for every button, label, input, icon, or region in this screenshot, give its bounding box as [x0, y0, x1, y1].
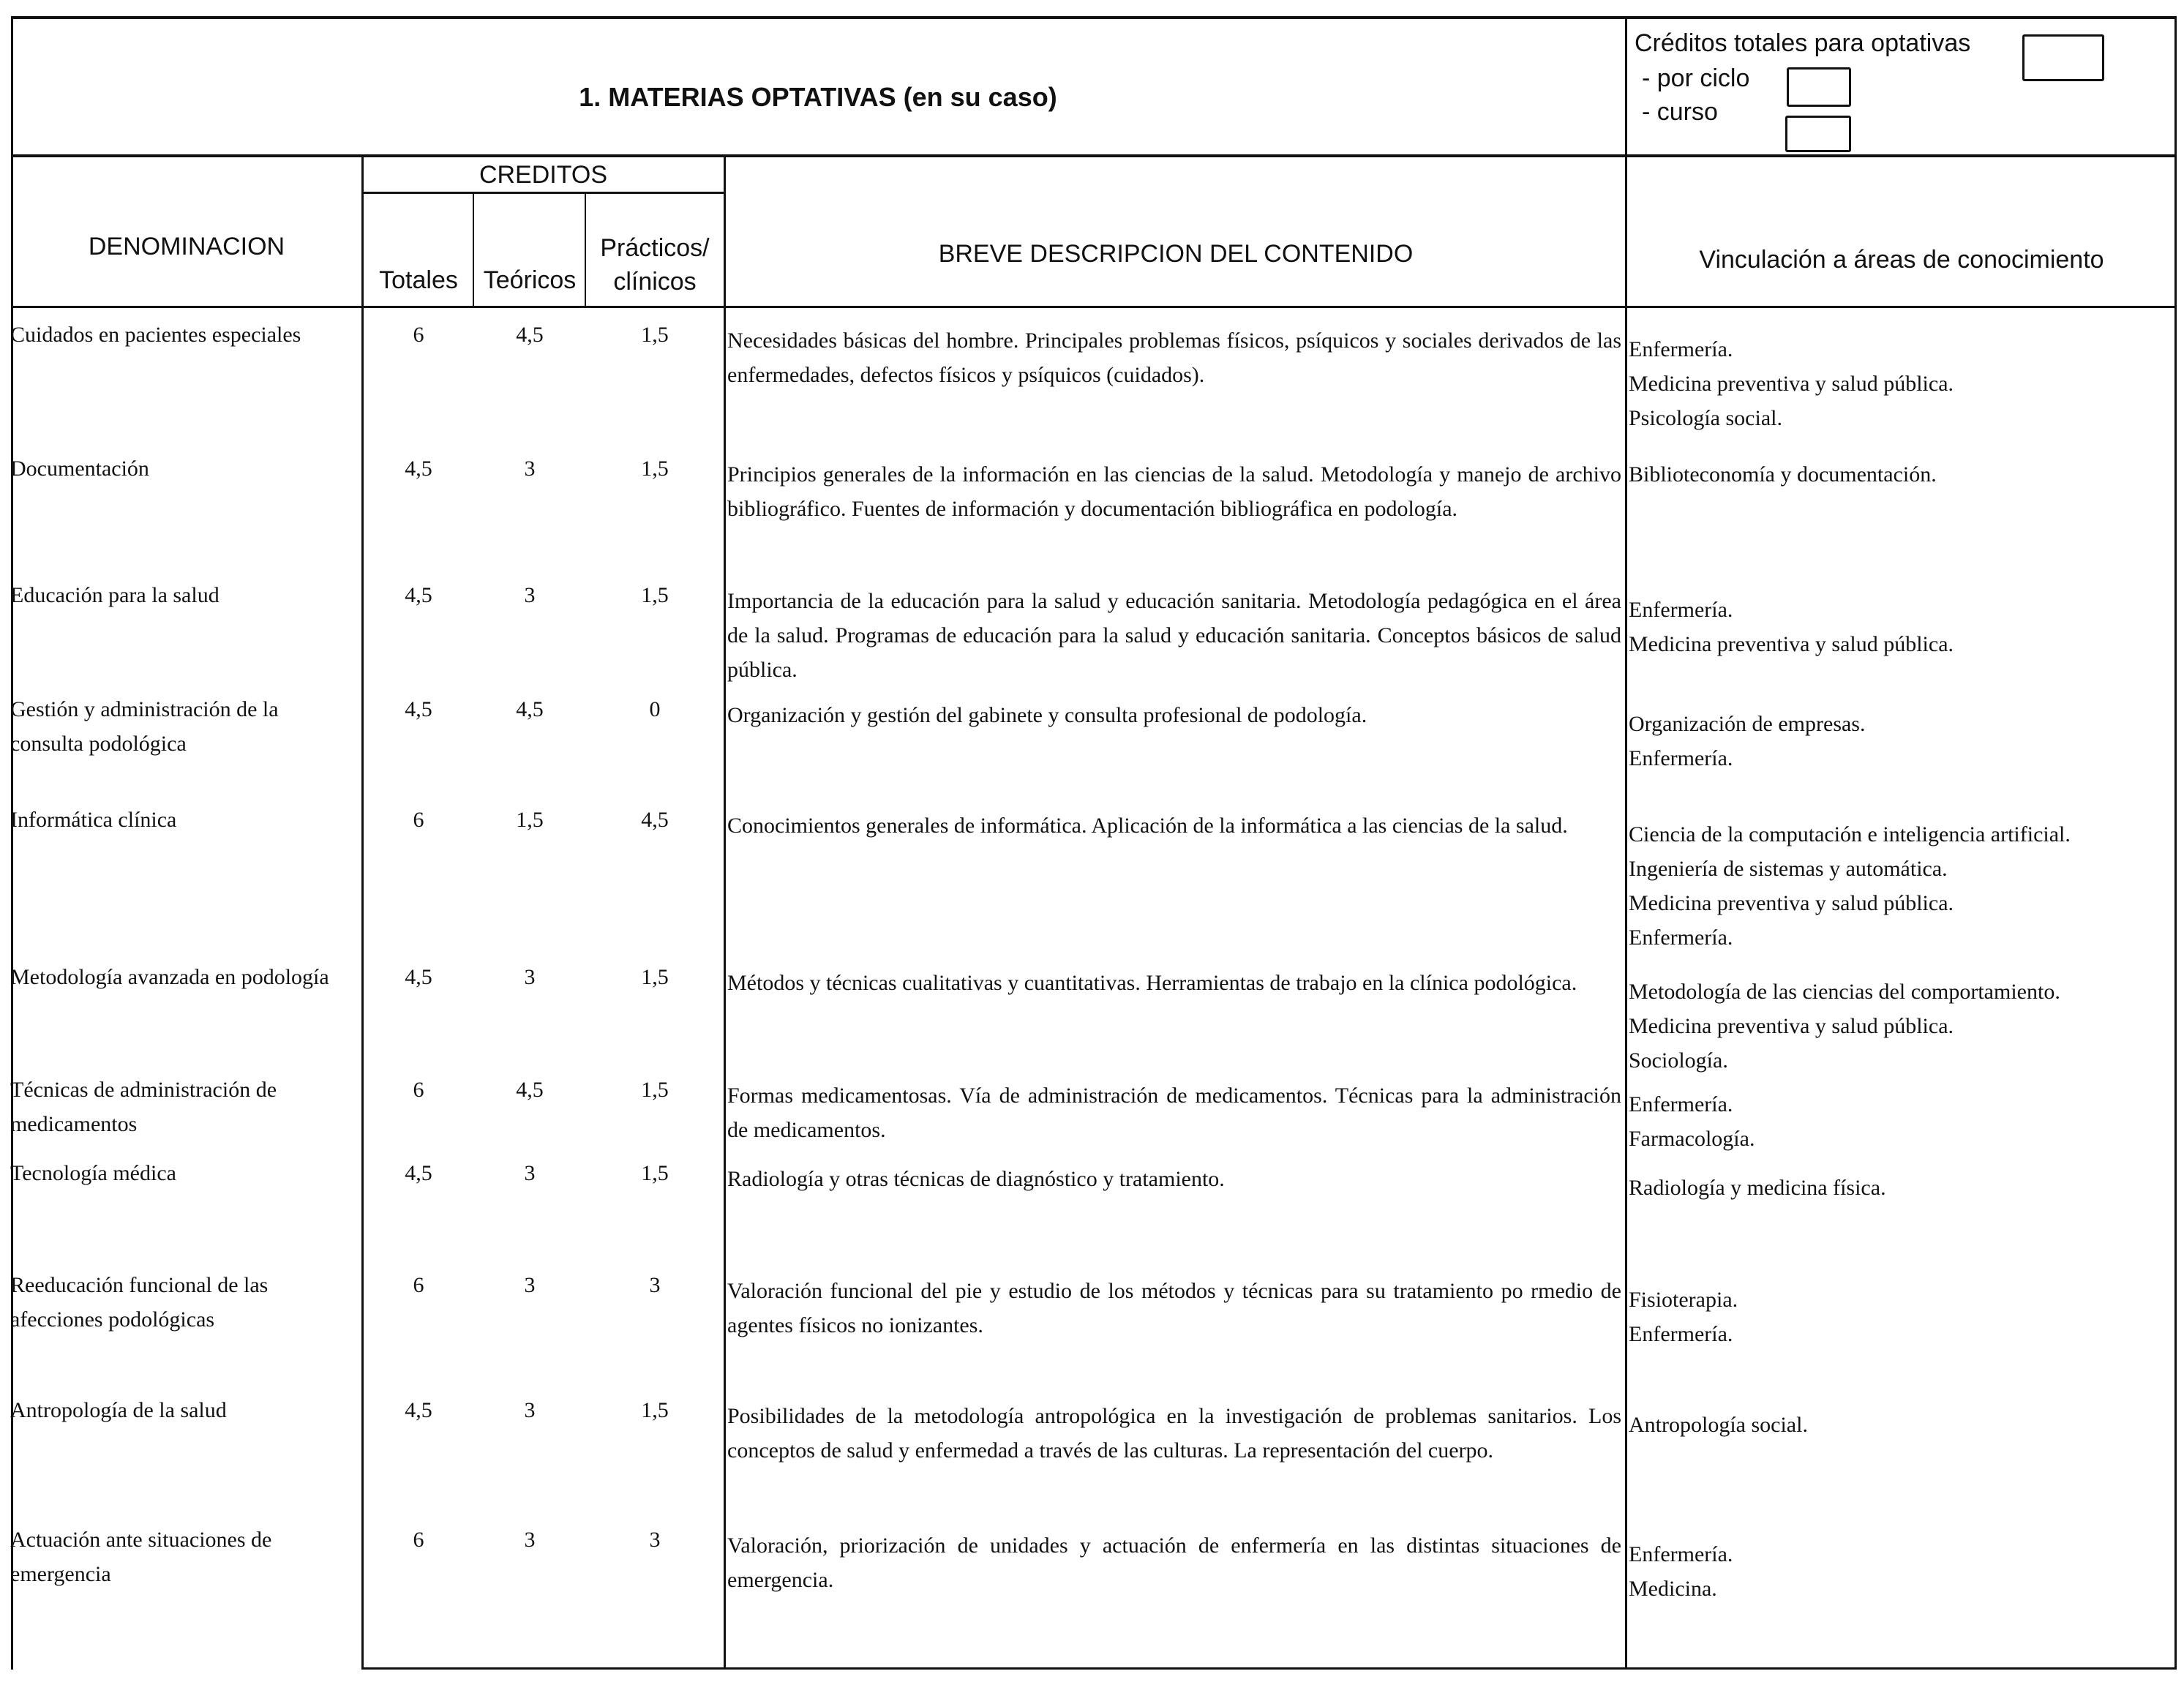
credits-totales: 6: [413, 808, 424, 832]
knowledge-area: Enfermería.: [1629, 337, 1733, 361]
knowledge-area: Organización de empresas.: [1629, 712, 1866, 736]
knowledge-area: Enfermería.: [1629, 1092, 1733, 1116]
credits-practicos: 1,5: [641, 965, 669, 989]
credits-teoricos: 3: [524, 965, 536, 989]
table-border-bottom: [362, 1667, 2177, 1670]
credits-practicos: 1,5: [641, 457, 669, 481]
knowledge-area: Sociología.: [1629, 1048, 1728, 1073]
subject-name: Tecnología médica: [10, 1161, 176, 1185]
header-totales: Totales: [379, 266, 458, 294]
knowledge-area: Enfermería.: [1629, 598, 1733, 622]
subject-description: Formas medicamentosas. Vía de administración de medicamentos. Técnicas para la administración de medicamentos.: [727, 1084, 1621, 1142]
knowledge-areas: [1629, 707, 2177, 776]
subject-description: Métodos y técnicas cualitativas y cuantitativas. Herramientas de trabajo en la clínica podológica.: [727, 971, 1577, 995]
knowledge-area: Ciencia de la computación e inteligencia artificial.: [1629, 822, 2071, 846]
credits-totales: 6: [413, 323, 424, 347]
subject-description: Posibilidades de la metodología antropológica en la investigación de problemas sanitarios. Los conceptos de salud y enfermedad a través de las culturas. La representación del cuerpo.: [727, 1404, 1621, 1463]
credits-practicos: 1,5: [641, 1161, 669, 1185]
credits-practicos: 1,5: [641, 1078, 669, 1102]
credits-totales: 6: [413, 1273, 424, 1297]
col-line-creditos: [724, 154, 726, 1670]
knowledge-area: Enfermería.: [1629, 746, 1733, 770]
credits-totales: 4,5: [405, 583, 432, 607]
credit-ciclo-label: - por ciclo: [1642, 64, 1750, 92]
knowledge-area: Antropología social.: [1629, 1413, 1808, 1437]
credits-totales: 4,5: [405, 457, 432, 481]
knowledge-areas: [1629, 1408, 2177, 1442]
credits-teoricos: 4,5: [516, 1078, 544, 1102]
credits-practicos: 4,5: [641, 808, 669, 832]
credit-total-input[interactable]: [2022, 34, 2104, 81]
knowledge-areas: [1629, 1171, 2177, 1205]
col-line-den: [361, 154, 364, 1670]
knowledge-area: Radiología y medicina física.: [1629, 1176, 1886, 1200]
knowledge-areas: [1629, 332, 2177, 435]
subject-name: Gestión y administración de la consulta podológica: [10, 697, 279, 756]
subject-description: Valoración funcional del pie y estudio de los métodos y técnicas para su tratamiento po rmedio de agentes físicos no ionizantes.: [727, 1279, 1621, 1337]
credits-practicos: 1,5: [641, 323, 669, 347]
credits-totales: 4,5: [405, 965, 432, 989]
credit-curso-input[interactable]: [1785, 116, 1851, 152]
credits-practicos: 1,5: [641, 583, 669, 607]
credits-teoricos: 3: [524, 583, 536, 607]
title-row-divider: [11, 154, 2177, 157]
knowledge-area: Fisioterapia.: [1629, 1288, 1738, 1312]
table-border-top: [11, 16, 2177, 19]
subject-name: Metodología avanzada en podología: [10, 965, 329, 989]
credits-teoricos: 4,5: [516, 697, 544, 721]
credit-ciclo-input[interactable]: [1787, 67, 1851, 107]
knowledge-area: Medicina preventiva y salud pública.: [1629, 1014, 1954, 1038]
knowledge-area: Ingeniería de sistemas y automática.: [1629, 857, 1948, 881]
credits-practicos: 3: [649, 1273, 661, 1297]
credits-teoricos: 3: [524, 1273, 536, 1297]
credits-practicos: 0: [649, 697, 661, 721]
header-teoricos: Teóricos: [483, 266, 577, 294]
knowledge-area: Enfermería.: [1629, 1322, 1733, 1346]
credit-curso-label: - curso: [1642, 98, 1718, 126]
knowledge-area: Medicina preventiva y salud pública.: [1629, 372, 1954, 396]
credits-teoricos: 3: [524, 1161, 536, 1185]
knowledge-areas: [1629, 975, 2177, 1078]
subject-description: Principios generales de la información en las ciencias de la salud. Metodología y manejo de archivo bibliográfico. Fuentes de información y documentación bibliográfica en podología.: [727, 462, 1621, 521]
creditos-divider: [362, 192, 724, 194]
subject-name: Actuación ante situaciones de emergencia: [10, 1528, 272, 1586]
credits-practicos: 1,5: [641, 1398, 669, 1422]
header-creditos: CREDITOS: [479, 161, 608, 189]
credits-totales: 4,5: [405, 1398, 432, 1422]
header-denominacion: DENOMINACION: [88, 233, 285, 260]
subject-name: Antropología de la salud: [10, 1398, 227, 1422]
header-vinculacion: Vinculación a áreas de conocimiento: [1699, 246, 2104, 274]
knowledge-areas: [1629, 457, 2177, 492]
knowledge-areas: [1629, 817, 2177, 955]
header-divider: [11, 306, 2177, 308]
credits-totales: 6: [413, 1528, 424, 1552]
subject-name: Técnicas de administración de medicamentos: [10, 1078, 277, 1136]
subject-description: Necesidades básicas del hombre. Principales problemas físicos, psíquicos y sociales derivados de las enfermedades, defectos físicos y psíquicos (cuidados).: [727, 328, 1621, 387]
subject-description: Conocimientos generales de informática. Aplicación de la informática a las ciencias de la salud.: [727, 814, 1568, 838]
knowledge-area: Enfermería.: [1629, 1542, 1733, 1566]
subject-name: Cuidados en pacientes especiales: [10, 323, 301, 347]
subject-name: Documentación: [10, 457, 149, 481]
credits-teoricos: 3: [524, 1398, 536, 1422]
subject-description: Organización y gestión del gabinete y consulta profesional de podología.: [727, 703, 1367, 727]
credits-teoricos: 3: [524, 1528, 536, 1552]
knowledge-areas: [1629, 593, 2177, 661]
knowledge-area: Medicina.: [1629, 1577, 1717, 1601]
credits-practicos: 3: [649, 1528, 661, 1552]
knowledge-area: Biblioteconomía y documentación.: [1629, 462, 1937, 487]
subject-name: Informática clínica: [10, 808, 177, 832]
knowledge-areas: [1629, 1537, 2177, 1606]
knowledge-area: Farmacología.: [1629, 1127, 1755, 1151]
credits-totales: 6: [413, 1078, 424, 1102]
knowledge-area: Psicología social.: [1629, 406, 1782, 430]
header-practicos: Prácticos/ clínicos: [600, 234, 710, 296]
knowledge-areas: [1629, 1283, 2177, 1351]
credits-teoricos: 3: [524, 457, 536, 481]
subject-description: Valoración, priorización de unidades y actuación de enfermería en las distintas situaciones de emergencia.: [727, 1533, 1621, 1592]
credits-totales: 4,5: [405, 1161, 432, 1185]
knowledge-area: Medicina preventiva y salud pública.: [1629, 891, 1954, 915]
subject-name: Educación para la salud: [10, 583, 219, 607]
knowledge-area: Metodología de las ciencias del comportamiento.: [1629, 980, 2060, 1004]
subject-description: Radiología y otras técnicas de diagnóstico y tratamiento.: [727, 1167, 1225, 1191]
credits-teoricos: 4,5: [516, 323, 544, 347]
knowledge-area: Medicina preventiva y salud pública.: [1629, 632, 1954, 656]
header-descripcion: BREVE DESCRIPCION DEL CONTENIDO: [938, 240, 1414, 268]
subject-name: Reeducación funcional de las afecciones podológicas: [10, 1273, 269, 1332]
credits-totales: 4,5: [405, 697, 432, 721]
subject-description: Importancia de la educación para la salud y educación sanitaria. Metodología pedagógica en el área de la salud. Programas de educación para la salud y educación sanitaria. Conceptos básicos de salud pública.: [727, 589, 1621, 682]
page-title: 1. MATERIAS OPTATIVAS (en su caso): [579, 82, 1057, 112]
knowledge-area: Enfermería.: [1629, 926, 1733, 950]
knowledge-areas: [1629, 1087, 2177, 1156]
credit-total-label: Créditos totales para optativas: [1635, 29, 1971, 57]
credits-teoricos: 1,5: [516, 808, 544, 832]
